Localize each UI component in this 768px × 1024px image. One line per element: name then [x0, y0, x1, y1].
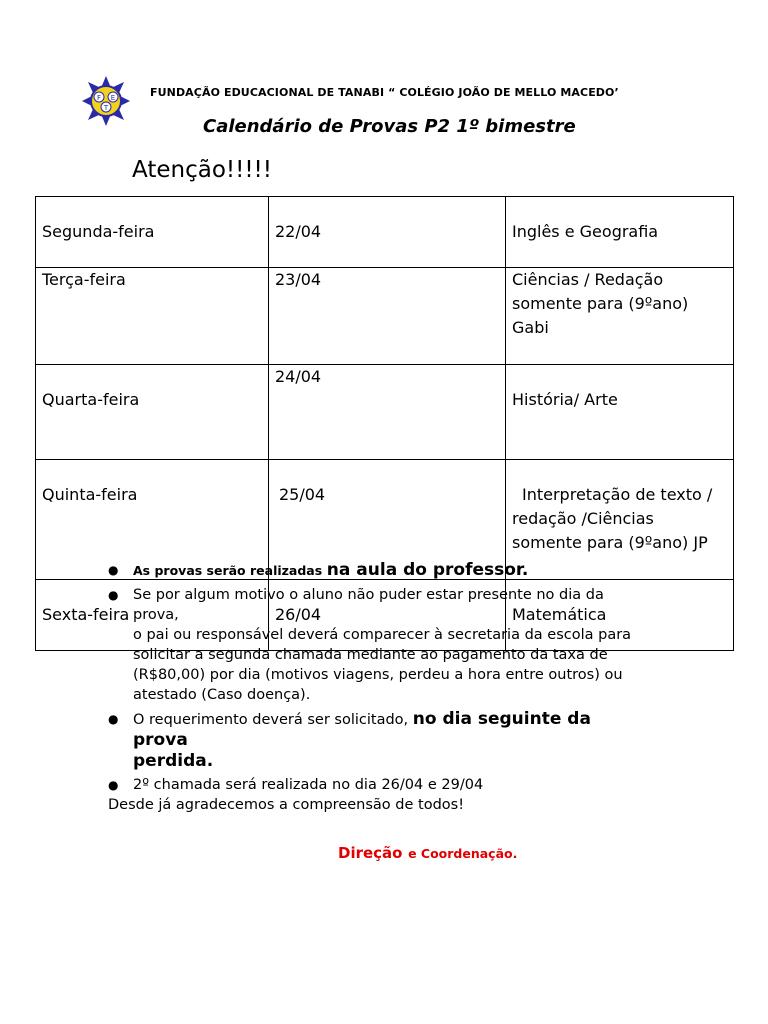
bullet-icon: ● — [108, 563, 119, 577]
subject-line: Inglês e Geografia — [512, 222, 659, 241]
day-cell: Quinta-feira — [36, 460, 269, 580]
note-text: As provas serão realizadas — [133, 563, 323, 578]
note-line: atestado (Caso doença). — [133, 687, 311, 703]
day-cell: Quarta-feira — [36, 365, 269, 460]
subject-line: Gabi — [512, 318, 549, 337]
bullet-icon: ● — [108, 778, 119, 792]
list-item — [108, 775, 648, 795]
institution-name: FUNDAÇÃO EDUCACIONAL DE TANABI “ COLÉGIO JOÃO DE MELLO MACEDO’ — [150, 86, 619, 99]
notes-list — [108, 560, 648, 795]
page-title: Calendário de Provas P2 1º bimestre — [203, 116, 576, 137]
date-cell: 24/04 — [269, 365, 506, 460]
subject-line: Ciências / Redação — [512, 270, 664, 289]
bullet-icon: ● — [108, 712, 119, 726]
logo-letter-f: F — [96, 94, 102, 102]
subject-line: somente para (9ºano) — [512, 294, 689, 313]
note-emphasis: na aula do professor. — [326, 560, 529, 580]
signature — [338, 843, 517, 862]
signature-coordination: e Coordenação. — [408, 846, 518, 861]
day-cell: Sexta-feira — [36, 580, 269, 651]
attention-heading: Atenção!!!!! — [132, 157, 272, 183]
list-item — [108, 585, 648, 705]
subject-line: História/ Arte — [512, 390, 618, 409]
subject-cell — [506, 268, 734, 365]
note-emphasis: perdida. — [133, 751, 214, 771]
notes-section — [108, 560, 648, 815]
bullet-icon: ● — [108, 588, 119, 602]
note-line: o pai ou responsável deverá comparecer à secretaria da escola para — [133, 627, 632, 643]
subject-line: somente para (9ºano) JP — [512, 533, 708, 552]
list-item — [108, 560, 648, 581]
subject-cell — [506, 197, 734, 268]
school-logo — [80, 74, 132, 136]
list-item — [108, 709, 648, 771]
note-emphasis: no dia seguinte da prova — [133, 709, 591, 750]
note-text: 2º chamada será realizada no dia 26/04 e 29/04 — [133, 777, 484, 793]
note-text: O requerimento deverá ser solicitado, — [133, 712, 409, 728]
table-row — [36, 365, 734, 460]
day-cell: Terça-feira — [36, 268, 269, 365]
logo-letter-e: E — [110, 94, 116, 102]
note-line: Se por algum motivo o aluno não puder estar presente no dia da prova, — [133, 587, 604, 623]
thanks-text: Desde já agradecemos a compreensão de todos! — [108, 797, 465, 813]
day-cell: Segunda-feira — [36, 197, 269, 268]
table-row — [36, 197, 734, 268]
subject-cell — [506, 365, 734, 460]
subject-line: redação /Ciências — [512, 509, 654, 528]
subject-line: Matemática — [512, 605, 607, 624]
subject-line: Interpretação de texto / — [522, 485, 713, 504]
logo-letter-t: T — [103, 104, 109, 112]
date-cell: 25/04 — [269, 460, 506, 580]
date-cell: 26/04 — [269, 580, 506, 651]
date-cell: 22/04 — [269, 197, 506, 268]
date-cell: 23/04 — [269, 268, 506, 365]
note-line: (R$80,00) por dia (motivos viagens, perdeu a hora entre outros) ou — [133, 667, 623, 683]
note-line: solicitar a segunda chamada mediante ao pagamento da taxa de — [133, 647, 608, 663]
table-row — [36, 268, 734, 365]
signature-direction: Direção — [338, 844, 403, 862]
